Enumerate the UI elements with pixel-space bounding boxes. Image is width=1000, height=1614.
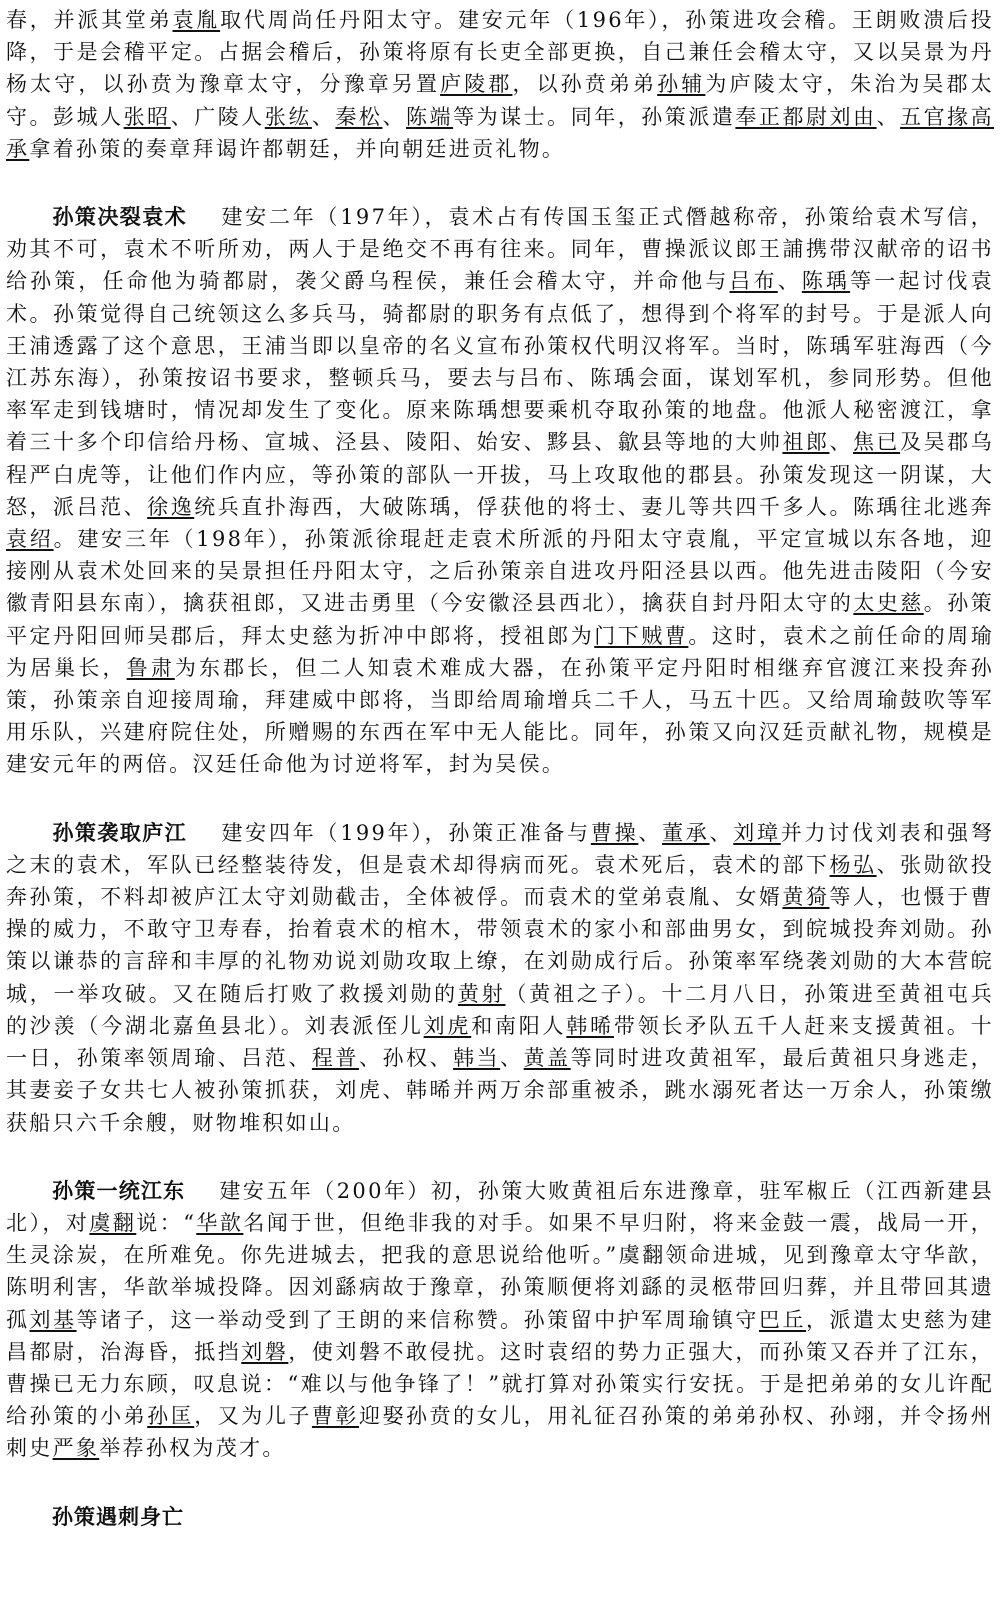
body-text: ，以孙贲弟弟 bbox=[512, 72, 658, 97]
body-text: 举荐孙权为茂才。 bbox=[99, 1436, 286, 1461]
paragraph-gap bbox=[6, 1139, 994, 1175]
entity-link[interactable]: 黄射 bbox=[457, 981, 506, 1006]
body-text: 等诸子，这一举动受到了王朗的来信称赞。孙策留中护军周瑜镇守 bbox=[76, 1307, 759, 1332]
entity-link[interactable]: 庐陵郡 bbox=[440, 72, 513, 97]
body-text: 为东郡长，但二人知袁术难成大器，在孙策平定丹阳时相继弃官渡江来投奔孙策，孙策亲自迎接周瑜，拜建威中郎将，当即给周瑜增兵二千人，马五十匹。又给周瑜鼓吹等军用乐队，兴建府院住处，所赠赐的东西在军中无人能比。同年，孙策又向汉廷贡献礼物，规模是建安元年的两倍。汉廷任命他为讨逆将军，封为吴侯。 bbox=[6, 655, 994, 777]
entity-link[interactable]: 刘璋 bbox=[733, 820, 781, 845]
entity-link[interactable]: 袁绍 bbox=[6, 527, 54, 552]
entity-link[interactable]: 虞翻 bbox=[89, 1210, 137, 1235]
body-text: 并力讨伐刘表和强弩之末的袁术，军队已经整装待发，但是袁术却得病而死。袁术死后，袁术的部下 bbox=[6, 820, 994, 877]
entity-link[interactable]: 程普 bbox=[311, 1046, 359, 1071]
body-text: 和南阳人 bbox=[471, 1013, 567, 1038]
section-heading: 孙策一统江东 bbox=[52, 1178, 186, 1203]
body-text: 。建安三年（198年），孙策派徐琨赶走袁术所派的丹阳太守袁胤，平定宣城以东各地，迎接刚从袁术处回来的吴景担任丹阳太守，之后孙策亲自进攻丹阳泾县以西。他先进击陵阳（今安徽青阳县东南），擒获祖郎，又进击勇里（今安徽泾县西北），擒获自封丹阳太守的 bbox=[6, 527, 994, 616]
body-text: 拿着孙策的奏章拜谒许都朝廷，并向朝廷进贡礼物。 bbox=[29, 136, 566, 161]
body-text: 建安二年（197年），袁术占有传国玉玺正式僭越称帝，孙策给袁术写信，劝其不可，袁术不听所劝，两人于是绝交不再有往来。同年，曹操派议郎王誧携带汉献帝的诏书给孙策，任命他为骑都尉，袭父爵乌程侯，兼任会稽太守，并命他与 bbox=[6, 205, 995, 294]
body-text: 、 bbox=[382, 104, 406, 129]
body-text: 说：“ bbox=[136, 1210, 197, 1235]
entity-link[interactable]: 吕布 bbox=[729, 269, 778, 294]
entity-link[interactable]: 杨弘 bbox=[829, 852, 877, 877]
body-text: 为庐陵太守，朱治为吴郡太守。彭城人 bbox=[6, 72, 994, 129]
entity-link[interactable]: 黄猗 bbox=[782, 885, 830, 910]
entity-link[interactable]: 鲁肃 bbox=[126, 655, 175, 680]
entity-link[interactable]: 巴丘 bbox=[758, 1307, 806, 1332]
paragraph-gap bbox=[6, 1465, 994, 1501]
entity-link[interactable]: 五官掾高承 bbox=[6, 104, 994, 161]
body-text: 。这时，袁术之前任命的周瑜为居巢长， bbox=[6, 623, 995, 680]
entity-link[interactable]: 张昭 bbox=[123, 104, 171, 129]
entity-link[interactable]: 曹操 bbox=[590, 820, 639, 845]
entity-link[interactable]: 袁胤 bbox=[172, 8, 221, 32]
entity-link[interactable]: 华歆 bbox=[196, 1210, 244, 1235]
body-text: 春，并派其堂弟 bbox=[6, 8, 173, 32]
body-text: ，又为儿子 bbox=[194, 1404, 312, 1429]
body-text: ，派遣太史慈为建昌都尉，治海昏，抵挡 bbox=[6, 1307, 994, 1364]
entity-link[interactable]: 焦已 bbox=[853, 430, 901, 455]
body-text: 、张勋欲投奔孙策，不料却被庐江太守刘勋截击，全体被俘。而袁术的堂弟袁胤、女婿 bbox=[6, 852, 994, 910]
entity-link[interactable]: 孙匡 bbox=[147, 1404, 195, 1429]
body-text: 名闻于世，但绝非我的对手。如果不早归附，将来金鼓一震，战局一开，生灵涂炭，在所难免。你先进城去，把我的意思说给他听。”虞翻领命进城，见到豫章太守华歆，陈明利害，华歆举城投降。因刘繇病故于豫章，孙策顺便将刘繇的灵柩带回归葬，并且带回其遗孤 bbox=[6, 1210, 994, 1332]
body-text: 。孙策平定丹阳回师吴郡后，拜太史慈为折冲中郎将，授祖郎为 bbox=[6, 591, 994, 648]
body-text: 等同时进攻黄祖军，最后黄祖只身逃走，其妻妾子女共七人被孙策抓获，刘虎、韩晞并两万余部重被杀，跳水溺死者达一万余人，孙策缴获船只六千余艘，财物堆积如山。 bbox=[6, 1046, 994, 1135]
body-text: 、 bbox=[829, 430, 854, 455]
entity-link[interactable]: 刘基 bbox=[29, 1307, 77, 1332]
body-text: 、 bbox=[709, 820, 734, 845]
entity-link[interactable]: 徐逸 bbox=[147, 494, 195, 519]
body-text: （黄祖之子）。十二月八日，孙策进至黄祖屯兵的沙羡（今湖北嘉鱼县北）。刘表派侄儿 bbox=[6, 981, 994, 1038]
body-text: 、 bbox=[311, 104, 336, 129]
body-text: 等人，也慑于曹操的威力，不敢守卫寿春，抬着袁术的棺木，带领袁术的家小和部曲男女，到皖城投奔刘勋。孙策以谦恭的言辞和丰厚的礼物劝说刘勋攻取上缭，在刘勋成行后。孙策率军绕袭刘勋的大本营皖城，一举攻破。又在随后打败了救援刘勋的 bbox=[6, 885, 994, 1006]
body-text: 迎娶孙贲的女儿，用礼征召孙策的弟弟孙权、孙翊，并令扬州刺史 bbox=[6, 1404, 994, 1461]
entity-link[interactable]: 韩晞 bbox=[566, 1013, 614, 1038]
section-heading: 孙策决裂袁术 bbox=[52, 205, 188, 230]
entity-link[interactable]: 刘磐 bbox=[241, 1339, 289, 1364]
body-text: 建安四年（199年），孙策正准备与 bbox=[221, 820, 591, 845]
section-paragraph bbox=[6, 817, 994, 1139]
section-paragraph bbox=[6, 201, 994, 781]
section-paragraph bbox=[6, 1175, 994, 1465]
entity-link[interactable]: 陈端 bbox=[406, 104, 454, 129]
section-heading: 孙策袭取庐江 bbox=[52, 820, 188, 845]
paragraph-gap bbox=[6, 781, 994, 817]
entity-link[interactable]: 祖郎 bbox=[782, 430, 830, 455]
body-text: 建安五年（200年）初，孙策大败黄祖后东进豫章，驻军椒丘（江西新建县北），对 bbox=[6, 1178, 995, 1235]
entity-link[interactable]: 刘虎 bbox=[423, 1013, 472, 1038]
entity-link[interactable]: 秦松 bbox=[335, 104, 383, 129]
body-text: 、 bbox=[876, 104, 901, 129]
body-text: 、 bbox=[638, 820, 663, 845]
entity-link[interactable]: 董承 bbox=[662, 820, 710, 845]
entity-link[interactable]: 严象 bbox=[52, 1436, 100, 1461]
body-text: 等一起讨伐袁术。孙策觉得自己统领这么多兵马，骑都尉的职务有点低了，想得到个将军的封号。于是派人向王浦透露了这个意思，王浦当即以皇帝的名义宣布孙策权代明汉将军。当时，陈瑀军驻海西（今江苏东海），孙策按诏书要求，整顿兵马，要去与吕布、陈瑀会面，谋划军机，参同形势。但他率军走到钱塘时，情况却发生了变化。原来陈瑀想要乘机夺取孙策的地盘。他派人秘密渡江，拿着三十多个印信给丹杨、宣城、泾县、陵阳、始安、黟县、歙县等地的大帅 bbox=[6, 269, 994, 455]
section-heading: 孙策遇刺身亡 bbox=[52, 1504, 184, 1529]
entity-link[interactable]: 奉正都尉刘由 bbox=[735, 104, 877, 129]
entity-link[interactable]: 孙辅 bbox=[657, 72, 706, 97]
body-text: 、 bbox=[500, 1046, 524, 1071]
entity-link[interactable]: 门下贼曹 bbox=[594, 623, 689, 648]
body-text: 、 bbox=[777, 269, 802, 294]
entity-link[interactable]: 陈瑀 bbox=[801, 269, 851, 294]
body-text: 带领长矛队五千人赶来支援黄祖。十一日，孙策率领周瑜、吕范、 bbox=[6, 1013, 994, 1071]
entity-link[interactable]: 黄盖 bbox=[523, 1046, 571, 1071]
entity-link[interactable]: 曹彰 bbox=[311, 1404, 359, 1429]
body-text: 等为谋士。同年，孙策派遣 bbox=[453, 104, 736, 129]
body-text: 、孙权、 bbox=[358, 1046, 454, 1071]
body-text: 取代周尚任丹阳太守。建安元年（196年），孙策进攻会稽。王朗败溃后投降，于是会稽平定。占据会稽后，孙策将原有长吏全部更换，自己兼任会稽太守，又以吴景为丹杨太守，以孙贲为豫章太守，分豫章另置 bbox=[6, 8, 994, 97]
section-paragraph bbox=[6, 1501, 994, 1533]
body-text: ，使刘磐不敢侵扰。这时袁绍的势力正强大，而孙策又吞并了江东，曹操已无力东顾，叹息说：“难以与他争锋了！”就打算对孙策实行安抚。于是把弟弟的女儿许配给孙策的小弟 bbox=[6, 1339, 994, 1429]
paragraph-gap bbox=[6, 165, 994, 201]
entity-link[interactable]: 韩当 bbox=[453, 1046, 501, 1071]
entity-link[interactable]: 太史慈 bbox=[853, 591, 924, 616]
intro-paragraph bbox=[6, 4, 994, 165]
entity-link[interactable]: 张纮 bbox=[264, 104, 312, 129]
body-text: 统兵直扑海西，大破陈瑀，俘获他的将士、妻儿等共四千多人。陈瑀往北逃奔 bbox=[194, 494, 994, 519]
body-text: 、广陵人 bbox=[170, 104, 265, 129]
body-text: 及吴郡乌程严白虎等，让他们作内应，等孙策的部队一开拔，马上攻取他的郡县。孙策发现这一阴谋，大怒，派吕范、 bbox=[6, 430, 994, 519]
